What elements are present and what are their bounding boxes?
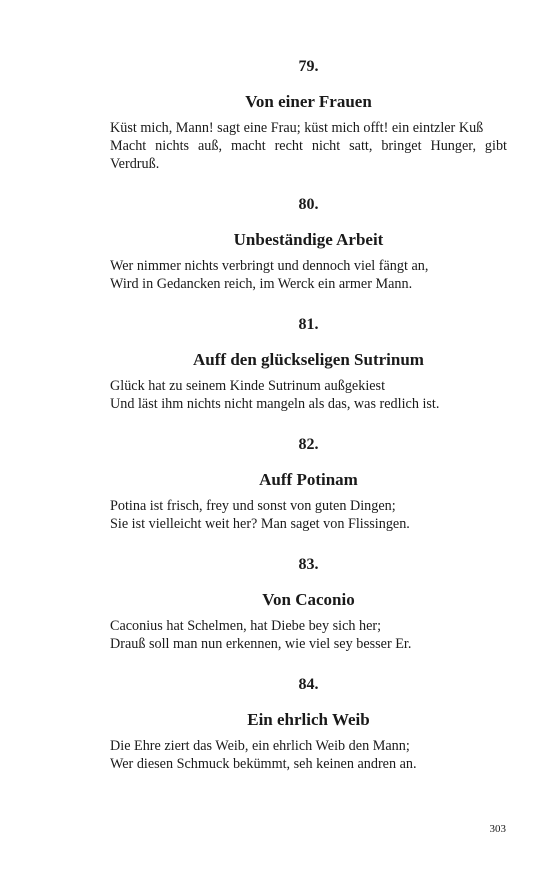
- poem-number: 81.: [298, 316, 319, 333]
- poem-line: Küst mich, Mann! sagt eine Frau; küst mich offt! ein eintzler Kuß: [110, 120, 484, 136]
- poem-line: Caconius hat Schelmen, hat Diebe bey sich her;: [110, 618, 382, 634]
- poem-line: Macht nichts auß, macht recht nicht satt, bringet Hunger, gibt Verdruß.: [110, 138, 507, 172]
- poem-line: Und läst ihm nichts nicht mangeln als das, was redlich ist.: [110, 396, 440, 412]
- poem-number: 80.: [298, 196, 319, 213]
- poem-number: 79.: [298, 58, 319, 75]
- poem-number: 84.: [298, 676, 319, 693]
- poem-line: Wird in Gedancken reich, im Werck ein armer Mann.: [110, 276, 413, 292]
- poem-number: 83.: [298, 556, 319, 573]
- poem-line: Glück hat zu seinem Kinde Sutrinum außgekiest: [110, 378, 386, 394]
- poem-83: [110, 555, 507, 653]
- poem-line: Sie ist vielleicht weit her? Man saget von Flissingen.: [110, 516, 410, 532]
- poem-title: Ein ehrlich Weib: [247, 710, 370, 729]
- page-content: [110, 57, 507, 773]
- poem-80: [110, 195, 507, 293]
- page-number: 303: [489, 823, 506, 835]
- poem-title: Von Caconio: [262, 590, 355, 609]
- poem-title: Unbeständige Arbeit: [233, 230, 384, 249]
- poem-82: [110, 435, 507, 533]
- poem-number: 82.: [298, 436, 319, 453]
- poem-title: Auff Potinam: [259, 470, 358, 489]
- poem-title: Auff den glückseligen Sutrinum: [193, 350, 424, 369]
- poem-79: [110, 57, 507, 173]
- poem-line: Wer nimmer nichts verbringt und dennoch viel fängt an,: [110, 258, 429, 274]
- poem-line: Potina ist frisch, frey und sonst von guten Dingen;: [110, 498, 396, 514]
- poem-84: [110, 675, 507, 773]
- poem-81: [110, 315, 507, 413]
- poem-title: Von einer Frauen: [245, 92, 372, 111]
- poem-line: Drauß soll man nun erkennen, wie viel sey besser Er.: [110, 636, 412, 652]
- poem-line: Die Ehre ziert das Weib, ein ehrlich Weib den Mann;: [110, 738, 410, 754]
- poem-line: Wer diesen Schmuck bekümmt, seh keinen andren an.: [110, 756, 417, 772]
